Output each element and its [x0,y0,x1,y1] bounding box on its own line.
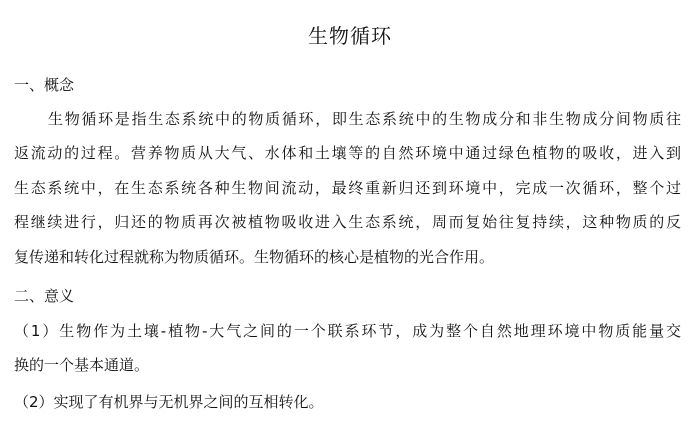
significance-item-1-line-1: （1）生物作为土壤-植物-大气之间的一个联系环节，成为整个自然地理环境中物质能量交 [14,322,681,340]
concept-paragraph-line-3: 生态系统中，在生态系统各种生物间流动，最终重新归还到环境中，完成一次循环，整个过 [14,179,681,197]
page-title: 生物循环 [308,24,392,48]
concept-paragraph-line-4: 程继续进行，归还的物质再次被植物吸收进入生态系统，周而复始往复持续，这种物质的反 [14,213,681,231]
significance-item-2-line-1: （2）实现了有机界与无机界之间的互相转化。 [14,393,324,411]
section-heading-concept: 一、概念 [14,76,75,94]
concept-paragraph-line-5: 复传递和转化过程就称为物质循环。生物循环的核心是植物的光合作用。 [14,248,495,266]
significance-item-1-line-2: 换的一个基本通道。 [14,356,150,374]
section-heading-significance: 二、意义 [14,287,75,305]
concept-paragraph-line-2: 返流动的过程。营养物质从大气、水体和土壤等的自然环境中通过绿色植物的吸收，进入到 [14,144,681,162]
concept-paragraph-line-1: 生物循环是指生态系统中的物质循环，即生态系统中的生物成分和非生物成分间物质往 [48,110,681,128]
